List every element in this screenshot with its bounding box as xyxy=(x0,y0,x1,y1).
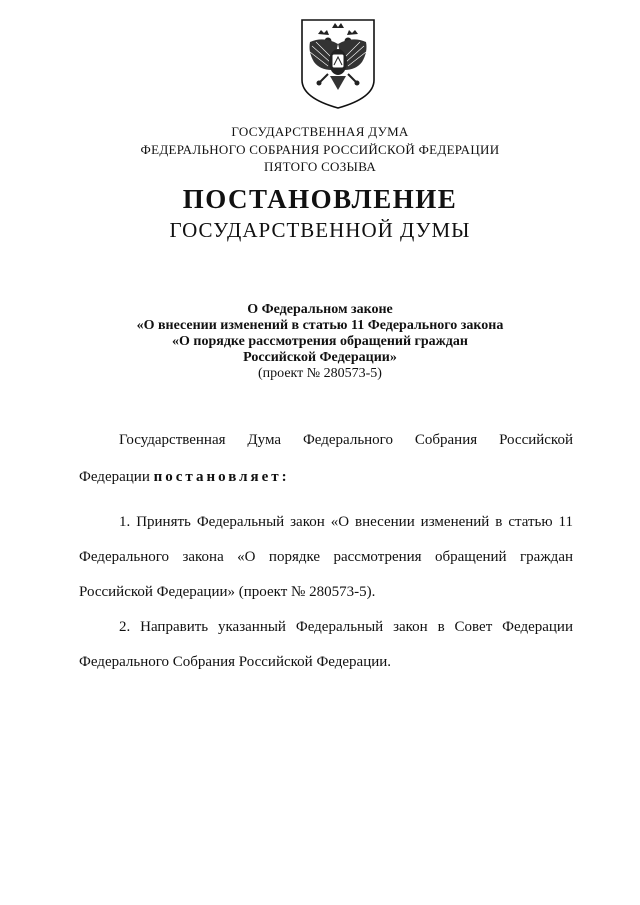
intro-text: Федерации xyxy=(79,469,150,485)
resolution-verb: постановляет: xyxy=(153,469,290,485)
subject-line-2: «О внесении изменений в статью 11 Федерального закона xyxy=(136,318,504,333)
subject-line-1: О Федеральном законе xyxy=(247,302,393,317)
intro-line-2 xyxy=(79,469,573,486)
item-1-line-3: Российской Федерации» (проект № 280573-5). xyxy=(79,584,376,600)
document-subtitle: ГОСУДАРСТВЕННОЙ ДУМЫ xyxy=(169,218,471,242)
header-line-1: ГОСУДАРСТВЕННАЯ ДУМА xyxy=(231,124,409,139)
subject-line-5: (проект № 280573-5) xyxy=(258,366,382,381)
coat-of-arms-icon xyxy=(298,18,378,110)
item-2-line-1: 2. Направить указанный Федеральный закон в Совет Федерации xyxy=(119,619,573,635)
intro-line-1: Государственная Дума Федерального Собрания Российской xyxy=(119,432,573,448)
document-title: ПОСТАНОВЛЕНИЕ xyxy=(182,184,458,214)
subject-line-4: Российской Федерации» xyxy=(243,350,397,365)
item-1-line-2: Федерального закона «О порядке рассмотрения обращений граждан xyxy=(79,549,573,565)
item-1-line-1: 1. Принять Федеральный закон «О внесении изменений в статью 11 xyxy=(119,514,573,530)
item-2-line-2: Федерального Собрания Российской Федерации. xyxy=(79,654,392,670)
header-line-3: ПЯТОГО СОЗЫВА xyxy=(263,159,377,174)
subject-line-3: «О порядке рассмотрения обращений граждан xyxy=(172,334,468,349)
header-line-2: ФЕДЕРАЛЬНОГО СОБРАНИЯ РОССИЙСКОЙ ФЕДЕРАЦИИ xyxy=(140,142,500,157)
